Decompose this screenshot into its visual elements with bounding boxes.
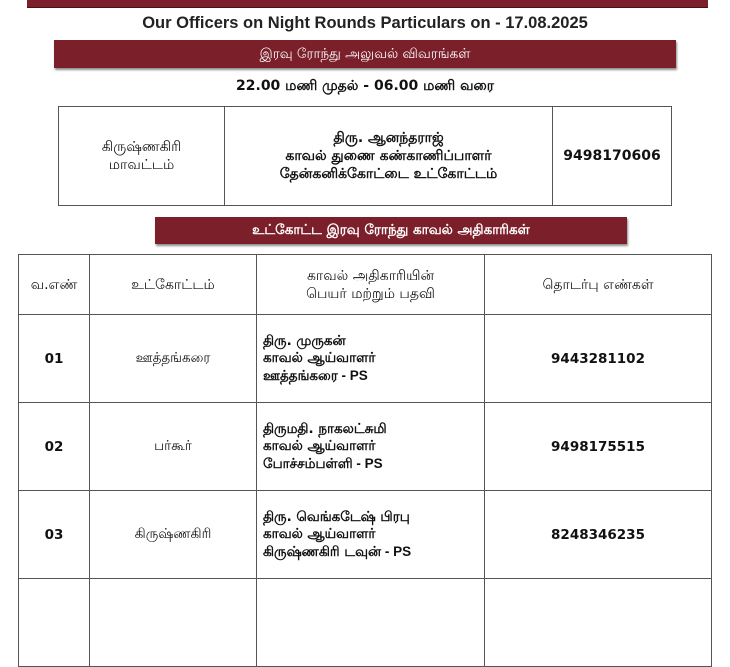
officer-designation: காவல் ஆய்வாளர் — [263, 349, 376, 366]
header-contact: தொடர்பு எண்கள் — [485, 255, 712, 315]
district-officer-designation: காவல் துணை கண்காணிப்பாளர் — [285, 148, 492, 164]
station-name: போச்சம்பள்ளி — [263, 455, 353, 472]
station-suffix: - PS — [381, 543, 412, 559]
district-officer-row — [59, 107, 672, 206]
row-subdivision: பர்கூர் — [90, 403, 257, 491]
row-phone: 8248346235 — [485, 491, 712, 579]
district-name-line1: கிருஷ்ணகிரி — [101, 139, 182, 155]
table-row-partial — [19, 579, 712, 667]
row-phone: 9443281102 — [485, 315, 712, 403]
table-row — [19, 403, 712, 491]
row-sno: 02 — [19, 403, 90, 491]
night-rounds-banner: இரவு ரோந்து அலுவல் விவரங்கள் — [54, 40, 676, 68]
officer-station — [263, 543, 484, 561]
district-phone: 9498170606 — [553, 107, 672, 206]
officer-name: திரு. வெங்கடேஷ் பிரபு — [263, 508, 410, 525]
top-banner-strip — [27, 0, 708, 8]
officer-designation: காவல் ஆய்வாளர் — [263, 437, 376, 454]
row-officer — [257, 491, 485, 579]
station-name: கிருஷ்ணகிரி டவுன் — [263, 543, 382, 560]
subdivision-officers-table — [18, 254, 712, 667]
row-subdivision: கிருஷ்ணகிரி — [90, 491, 257, 579]
station-suffix: - PS — [352, 455, 383, 471]
table-row — [19, 491, 712, 579]
subdivision-banner: உட்கோட்ட இரவு ரோந்து காவல் அதிகாரிகள் — [155, 217, 627, 244]
officer-station — [263, 367, 484, 385]
header-officer-line1: காவல் அதிகாரியின் — [306, 267, 435, 284]
station-suffix: - PS — [337, 367, 368, 383]
district-officer-name: திரு. ஆனந்தராஜ் — [333, 130, 444, 146]
officer-name: திருமதி. நாகலட்சுமி — [263, 420, 387, 437]
officer-name: திரு. முருகன் — [263, 332, 346, 349]
row-sno: 01 — [19, 315, 90, 403]
officer-designation: காவல் ஆய்வாளர் — [263, 525, 376, 542]
station-name: ஊத்தங்கரை — [263, 367, 338, 384]
time-range: 22.00 மணி முதல் - 06.00 மணி வரை — [236, 78, 494, 94]
district-officer-table — [58, 106, 672, 206]
officer-station — [263, 455, 484, 473]
district-officer-subdivision: தேன்கனிக்கோட்டை உட்கோட்டம் — [279, 166, 498, 182]
table-header-row — [19, 255, 712, 315]
row-phone: 9498175515 — [485, 403, 712, 491]
page-title: Our Officers on Night Rounds Particulars on - 17.08.2025 — [142, 14, 588, 32]
header-sno: வ.எண் — [19, 255, 90, 315]
row-sno: 03 — [19, 491, 90, 579]
header-subdivision: உட்கோட்டம் — [90, 255, 257, 315]
table-row — [19, 315, 712, 403]
header-officer — [257, 255, 485, 315]
district-officer-cell — [225, 107, 553, 206]
row-officer — [257, 315, 485, 403]
district-name-line2: மாவட்டம் — [108, 157, 175, 173]
header-officer-line2: பெயர் மற்றும் பதவி — [306, 285, 435, 302]
district-name-cell — [59, 107, 225, 206]
row-subdivision: ஊத்தங்கரை — [90, 315, 257, 403]
row-officer — [257, 403, 485, 491]
